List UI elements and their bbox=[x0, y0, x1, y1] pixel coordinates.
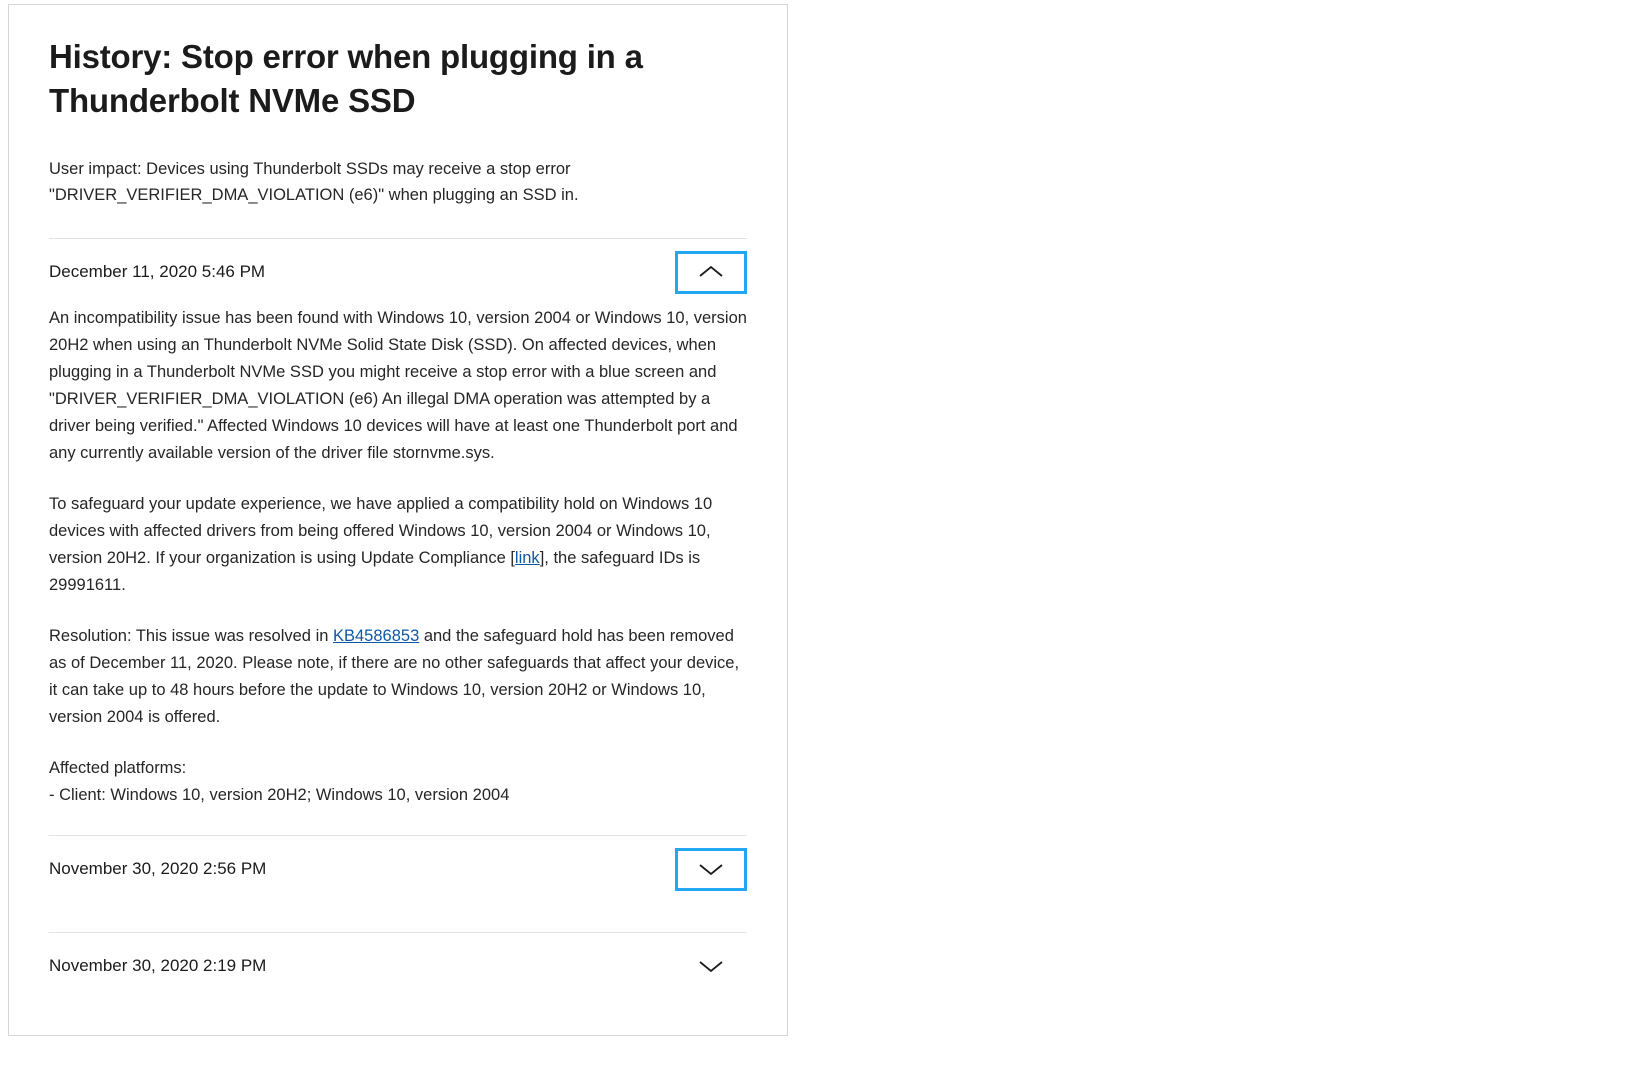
affected-platforms-client: - Client: Windows 10, version 20H2; Windows 10, version 2004 bbox=[49, 786, 510, 804]
update-compliance-link[interactable]: link bbox=[514, 549, 540, 567]
history-entry-date-1: December 11, 2020 5:46 PM bbox=[49, 262, 266, 281]
chevron-down-icon[interactable] bbox=[675, 848, 747, 891]
entry-paragraph-1: An incompatibility issue has been found with Windows 10, version 2004 or Windows 10, version 20H2 when using an Thunderbolt NVMe Solid State Disk (SSD). On affected devices, when plugging in a Thunderbolt NVMe SSD you might receive a stop error with a blue screen and "DRIVER_VERIFIER_DMA_VIOLATION (e6) An illegal DMA operation was attempted by a driver being verified." Affected Windows 10 devices will have at least one Thunderbolt port and any currently available version of the driver file stornvme.sys. bbox=[49, 309, 747, 462]
entry-paragraph-3 bbox=[49, 623, 747, 731]
user-impact-text: User impact: Devices using Thunderbolt SSDs may receive a stop error "DRIVER_VERIFIER_DMA_VIOLATION (e6)" when plugging an SSD in. bbox=[49, 160, 579, 204]
entry-paragraph-2-part-b: ], the safeguard IDs is 29991611. bbox=[49, 549, 701, 594]
entry-paragraph-3-part-b: and the safeguard hold has been removed as of December 11, 2020. Please note, if there are no other safeguards that affect your device, it can take up to 48 hours before the update to Windows 10, version 20H2 or Windows 10, version 2004 is offered. bbox=[49, 627, 740, 726]
history-entry-date-3: November 30, 2020 2:19 PM bbox=[49, 956, 267, 975]
kb-article-link[interactable]: KB4586853 bbox=[333, 627, 420, 645]
entry-paragraph-2-part-a: To safeguard your update experience, we have applied a compatibility hold on Windows 10 devices with affected drivers from being offered Windows 10, version 2004 or Windows 10, version 20H2. If your organization is using Update Compliance [ bbox=[49, 495, 713, 567]
history-entry-body-1 bbox=[49, 305, 747, 809]
history-entry-date-2: November 30, 2020 2:56 PM bbox=[49, 859, 267, 878]
entry-paragraph-3-part-a: Resolution: This issue was resolved in bbox=[49, 627, 333, 645]
affected-platforms-block bbox=[49, 755, 747, 809]
history-entry-header-2[interactable] bbox=[49, 836, 747, 902]
entry-paragraph-2 bbox=[49, 491, 747, 599]
page-title: History: Stop error when plugging in a Thunderbolt NVMe SSD bbox=[49, 38, 643, 119]
history-entry-header-3[interactable] bbox=[49, 933, 747, 999]
chevron-up-icon[interactable] bbox=[675, 251, 747, 294]
history-entry-header-1[interactable] bbox=[49, 239, 747, 305]
history-panel bbox=[8, 4, 788, 1036]
chevron-down-icon[interactable] bbox=[675, 945, 747, 988]
affected-platforms-label: Affected platforms: bbox=[49, 759, 187, 777]
